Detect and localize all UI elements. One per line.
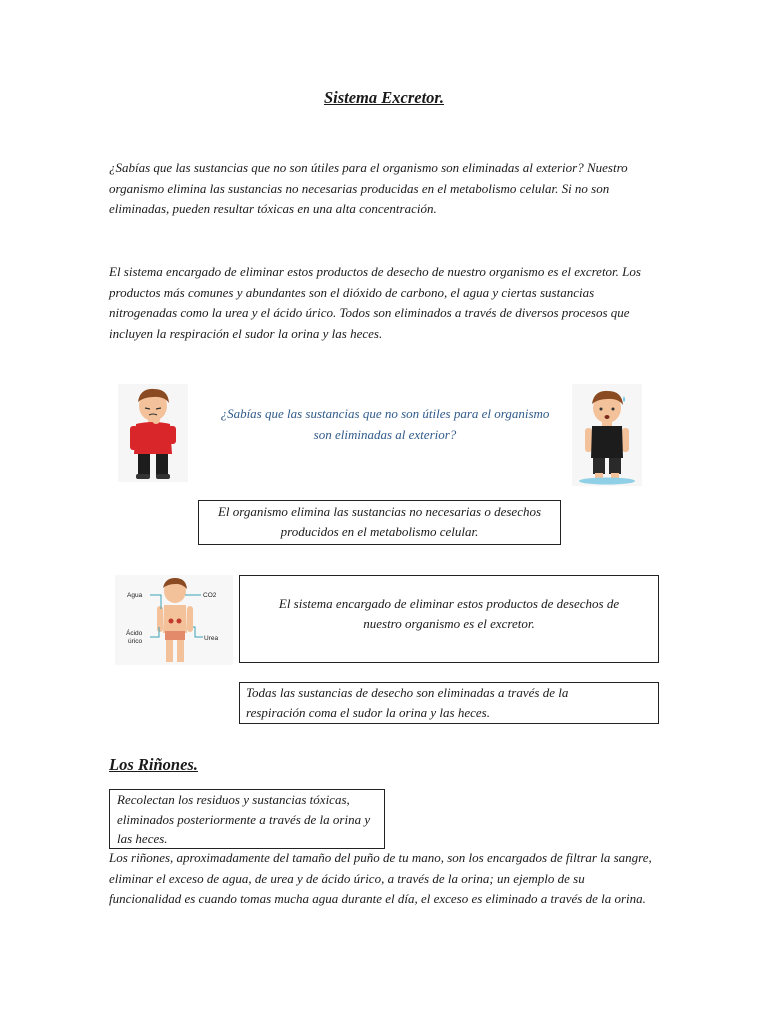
intro-paragraph: ¿Sabías que las sustancias que no son útiles para el organismo son eliminadas al exterior? Nuestro organismo elimina las sustancias no necesarias producidas en el metabolismo celular. Si no son eliminadas, pueden resultar tóxicas en una alta concentración.	[109, 160, 628, 217]
boy-red-shirt-illustration	[118, 384, 188, 482]
label-co2: CO2	[203, 592, 217, 599]
organismo-box-text: El organismo elimina las sustancias no necesarias o desechos producidos en el metabolismo celular.	[217, 504, 542, 539]
sistema-box	[239, 575, 659, 663]
rinones-box	[109, 789, 385, 849]
organismo-box	[198, 500, 561, 545]
label-acido: Ácido	[126, 630, 143, 637]
boy-sweating-illustration	[572, 384, 642, 486]
rinones-box-text: Recolectan los residuos y sustancias tóxicas, eliminados posteriormente a través de la orina y las heces.	[117, 792, 371, 846]
label-urico: úrico	[128, 638, 143, 645]
center-question: ¿Sabías que las sustancias que no son útiles para el organismo son eliminadas al exterior?	[220, 406, 550, 442]
todas-box	[239, 682, 659, 724]
sistema-box-text: El sistema encargado de eliminar estos productos de desechos de nuestro organismo es el excretor.	[278, 596, 620, 631]
excretion-body-diagram	[115, 575, 233, 665]
label-agua: Agua	[127, 592, 143, 599]
excretor-paragraph: El sistema encargado de eliminar estos productos de desecho de nuestro organismo es el excretor. Los productos más comunes y abundantes son el dióxido de carbono, el agua y ciertas sustancias nitrogenadas como la urea y el ácido úrico. Todos son eliminados a través de diversos procesos que incluyen la respiración el sudor la orina y las heces.	[109, 264, 641, 342]
label-urea: Urea	[204, 635, 219, 642]
todas-box-text: Todas las sustancias de desecho son eliminadas a través de la respiración coma el sudor la orina y las heces.	[246, 685, 569, 720]
rinones-paragraph: Los riñones, aproximadamente del tamaño del puño de tu mano, son los encargados de filtrar la sangre, eliminar el exceso de agua, de urea y de ácido úrico, a través de la orina; un ejemplo de su funcionalidad es cuando tomas mucha agua durante el día, el exceso es eliminado a través de la orina.	[109, 850, 652, 907]
rinones-heading: Los Riñones.	[109, 755, 198, 774]
page-title: Sistema Excretor.	[323, 88, 445, 107]
